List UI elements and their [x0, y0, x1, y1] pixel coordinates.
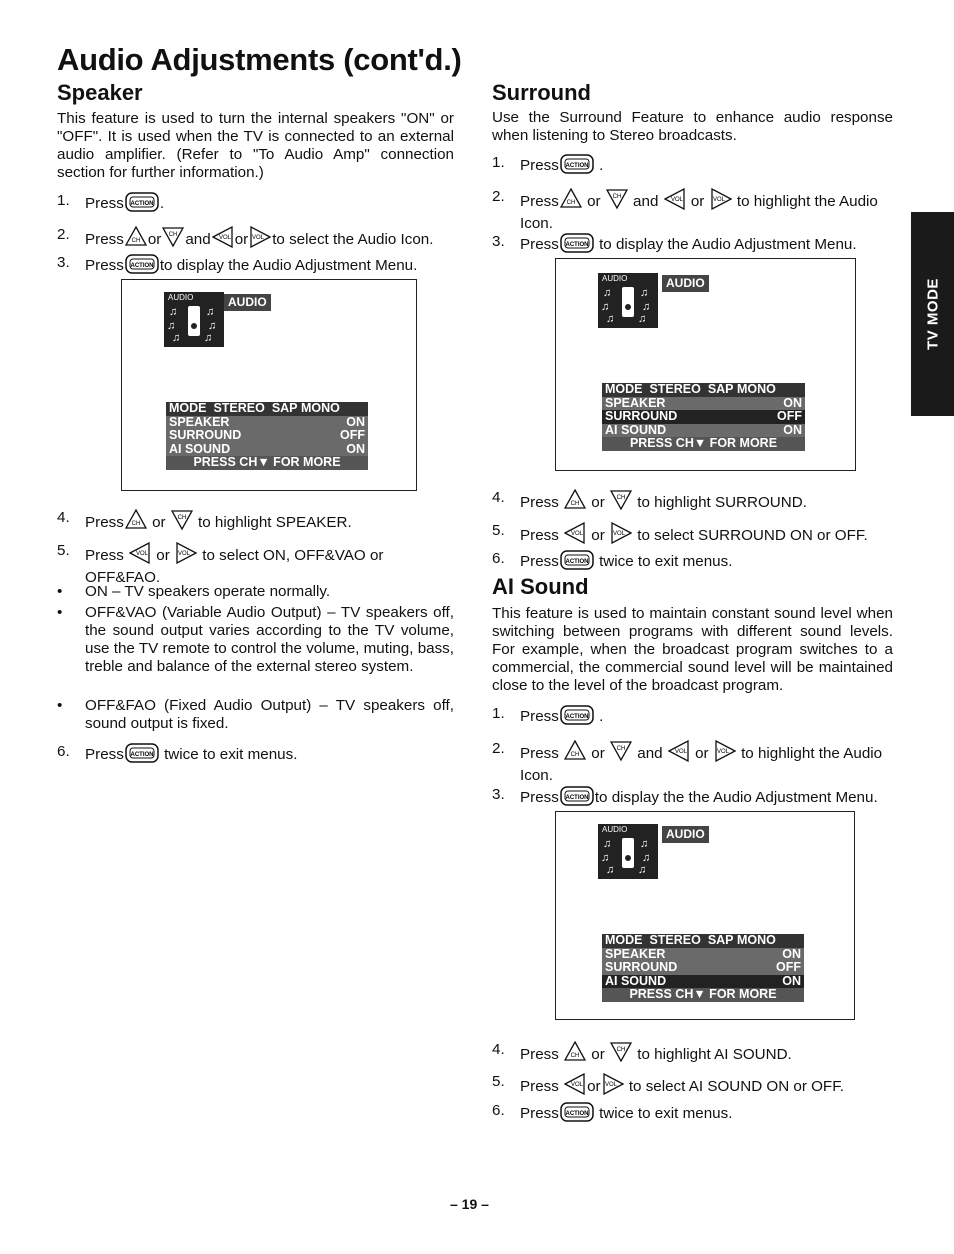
page-title: Audio Adjustments (cont'd.)	[57, 42, 462, 77]
audio-tag: AUDIO	[662, 826, 709, 843]
audio-menu	[602, 934, 804, 1002]
audio-tag: AUDIO	[224, 294, 271, 311]
svg-text:VOL: VOL	[604, 1082, 617, 1088]
ch-up-icon	[125, 226, 147, 253]
ch-up-icon	[560, 188, 582, 215]
svg-text:VOL: VOL	[674, 749, 687, 755]
menu-row-footer: PRESS CH▼ FOR MORE	[166, 456, 368, 470]
ch-down-icon	[606, 188, 628, 215]
svg-text:VOL: VOL	[178, 551, 191, 557]
menu-row-footer: PRESS CH▼ FOR MORE	[602, 988, 804, 1002]
ai-sound-heading: AI Sound	[492, 574, 589, 599]
menu-row-surround: SURROUND OFF	[169, 428, 365, 442]
menu-row-mode: MODE STEREO SAP MONO	[602, 934, 804, 948]
svg-text:ACTION: ACTION	[565, 714, 589, 720]
svg-text:CH: CH	[612, 194, 622, 200]
audio-icon: AUDIO ♫ ♫ ♫ ♫ ♫ ♫	[598, 273, 658, 328]
svg-text:CH: CH	[131, 521, 141, 527]
vol-left-icon	[564, 522, 586, 549]
ch-down-icon	[162, 226, 184, 253]
svg-text:ACTION: ACTION	[130, 263, 154, 269]
surround-heading: Surround	[492, 80, 591, 105]
action-button-icon	[560, 1102, 594, 1127]
svg-text:CH: CH	[570, 752, 580, 758]
svg-text:CH: CH	[616, 746, 626, 752]
surround-intro: Use the Surround Feature to enhance audio response when listening to Stereo broadcasts.	[492, 109, 893, 144]
side-tab-tv-mode: TV MODE	[911, 212, 954, 416]
svg-text:VOL: VOL	[670, 197, 683, 203]
menu-row-speaker: SPEAKER ON	[169, 414, 365, 429]
svg-text:ACTION: ACTION	[565, 242, 589, 248]
action-button-icon	[125, 192, 159, 217]
action-button-icon	[560, 154, 594, 179]
speaker-intro: This feature is used to turn the internal speakers "ON" or "OFF". It is used when the TV is connected to an external audio amplifier. (Refer to "To Audio Amp" connection section for further information.)	[57, 110, 454, 181]
svg-text:VOL: VOL	[613, 531, 626, 537]
ai-sound-menu-screenshot	[555, 811, 855, 1020]
action-button-icon	[560, 786, 594, 811]
svg-text:VOL: VOL	[712, 197, 725, 203]
speaker-menu-screenshot	[121, 279, 417, 491]
menu-row-mode: MODE STEREO SAP MONO	[166, 402, 368, 416]
svg-text:VOL: VOL	[571, 1082, 584, 1088]
menu-row-surround: SURROUND OFF	[602, 410, 805, 424]
audio-tag: AUDIO	[662, 275, 709, 292]
svg-text:ACTION: ACTION	[565, 795, 589, 801]
audio-icon: AUDIO ♫ ♫ ♫ ♫ ♫ ♫	[164, 292, 224, 347]
svg-text:VOL: VOL	[252, 235, 265, 241]
svg-text:VOL: VOL	[136, 551, 149, 557]
svg-text:CH: CH	[566, 200, 576, 206]
ch-up-icon	[564, 1041, 586, 1068]
svg-text:CH: CH	[131, 238, 141, 244]
ai-sound-intro: This feature is used to maintain constant sound level when switching between programs with different sound levels. For example, when the broadcast program switches to a commercial, the commercial sound level will be maintained close to the level of the broadcast program.	[492, 605, 893, 694]
menu-row-speaker: SPEAKER ON	[605, 395, 802, 410]
action-button-icon	[560, 705, 594, 730]
vol-right-icon	[602, 1073, 624, 1100]
vol-left-icon	[564, 1073, 586, 1100]
action-button-icon	[560, 550, 594, 575]
action-button-icon	[125, 254, 159, 279]
svg-text:ACTION: ACTION	[130, 201, 154, 207]
svg-text:ACTION: ACTION	[130, 752, 154, 758]
speaker-heading: Speaker	[57, 80, 143, 105]
menu-row-ai-sound: AI SOUND ON	[169, 441, 365, 456]
surround-menu-screenshot	[555, 258, 856, 471]
svg-text:CH: CH	[177, 515, 187, 521]
ch-down-icon	[171, 509, 193, 536]
vol-right-icon	[710, 188, 732, 215]
menu-row-footer: PRESS CH▼ FOR MORE	[602, 437, 805, 451]
menu-row-ai-sound: AI SOUND ON	[602, 975, 804, 989]
svg-text:ACTION: ACTION	[565, 1111, 589, 1117]
vol-left-icon	[664, 188, 686, 215]
svg-text:ACTION: ACTION	[565, 559, 589, 565]
ch-down-icon	[610, 489, 632, 516]
ch-up-icon	[125, 509, 147, 536]
vol-left-icon	[212, 226, 234, 253]
audio-icon: AUDIO ♫ ♫ ♫ ♫ ♫ ♫	[598, 824, 658, 879]
ch-down-icon	[610, 1041, 632, 1068]
vol-right-icon	[714, 740, 736, 767]
svg-text:VOL: VOL	[716, 749, 729, 755]
svg-text:CH: CH	[570, 501, 580, 507]
action-button-icon	[560, 233, 594, 258]
menu-row-mode: MODE STEREO SAP MONO	[602, 383, 805, 397]
vol-right-icon	[175, 542, 197, 569]
svg-text:ACTION: ACTION	[565, 163, 589, 169]
vol-left-icon	[668, 740, 690, 767]
ch-up-icon	[564, 489, 586, 516]
svg-text:CH: CH	[616, 1047, 626, 1053]
svg-text:CH: CH	[616, 495, 626, 501]
ch-down-icon	[610, 740, 632, 767]
menu-row-speaker: SPEAKER ON	[605, 946, 801, 961]
page-number: – 19 –	[450, 1196, 489, 1212]
action-button-icon	[125, 743, 159, 768]
vol-right-icon	[249, 226, 271, 253]
menu-row-surround: SURROUND OFF	[605, 960, 801, 974]
svg-text:CH: CH	[570, 1053, 580, 1059]
audio-menu	[602, 383, 805, 451]
svg-text:VOL: VOL	[571, 531, 584, 537]
svg-text:VOL: VOL	[218, 235, 231, 241]
menu-row-ai-sound: AI SOUND ON	[605, 422, 802, 437]
svg-text:CH: CH	[169, 232, 178, 238]
audio-menu	[166, 402, 368, 470]
vol-left-icon	[129, 542, 151, 569]
vol-right-icon	[610, 522, 632, 549]
ch-up-icon	[564, 740, 586, 767]
